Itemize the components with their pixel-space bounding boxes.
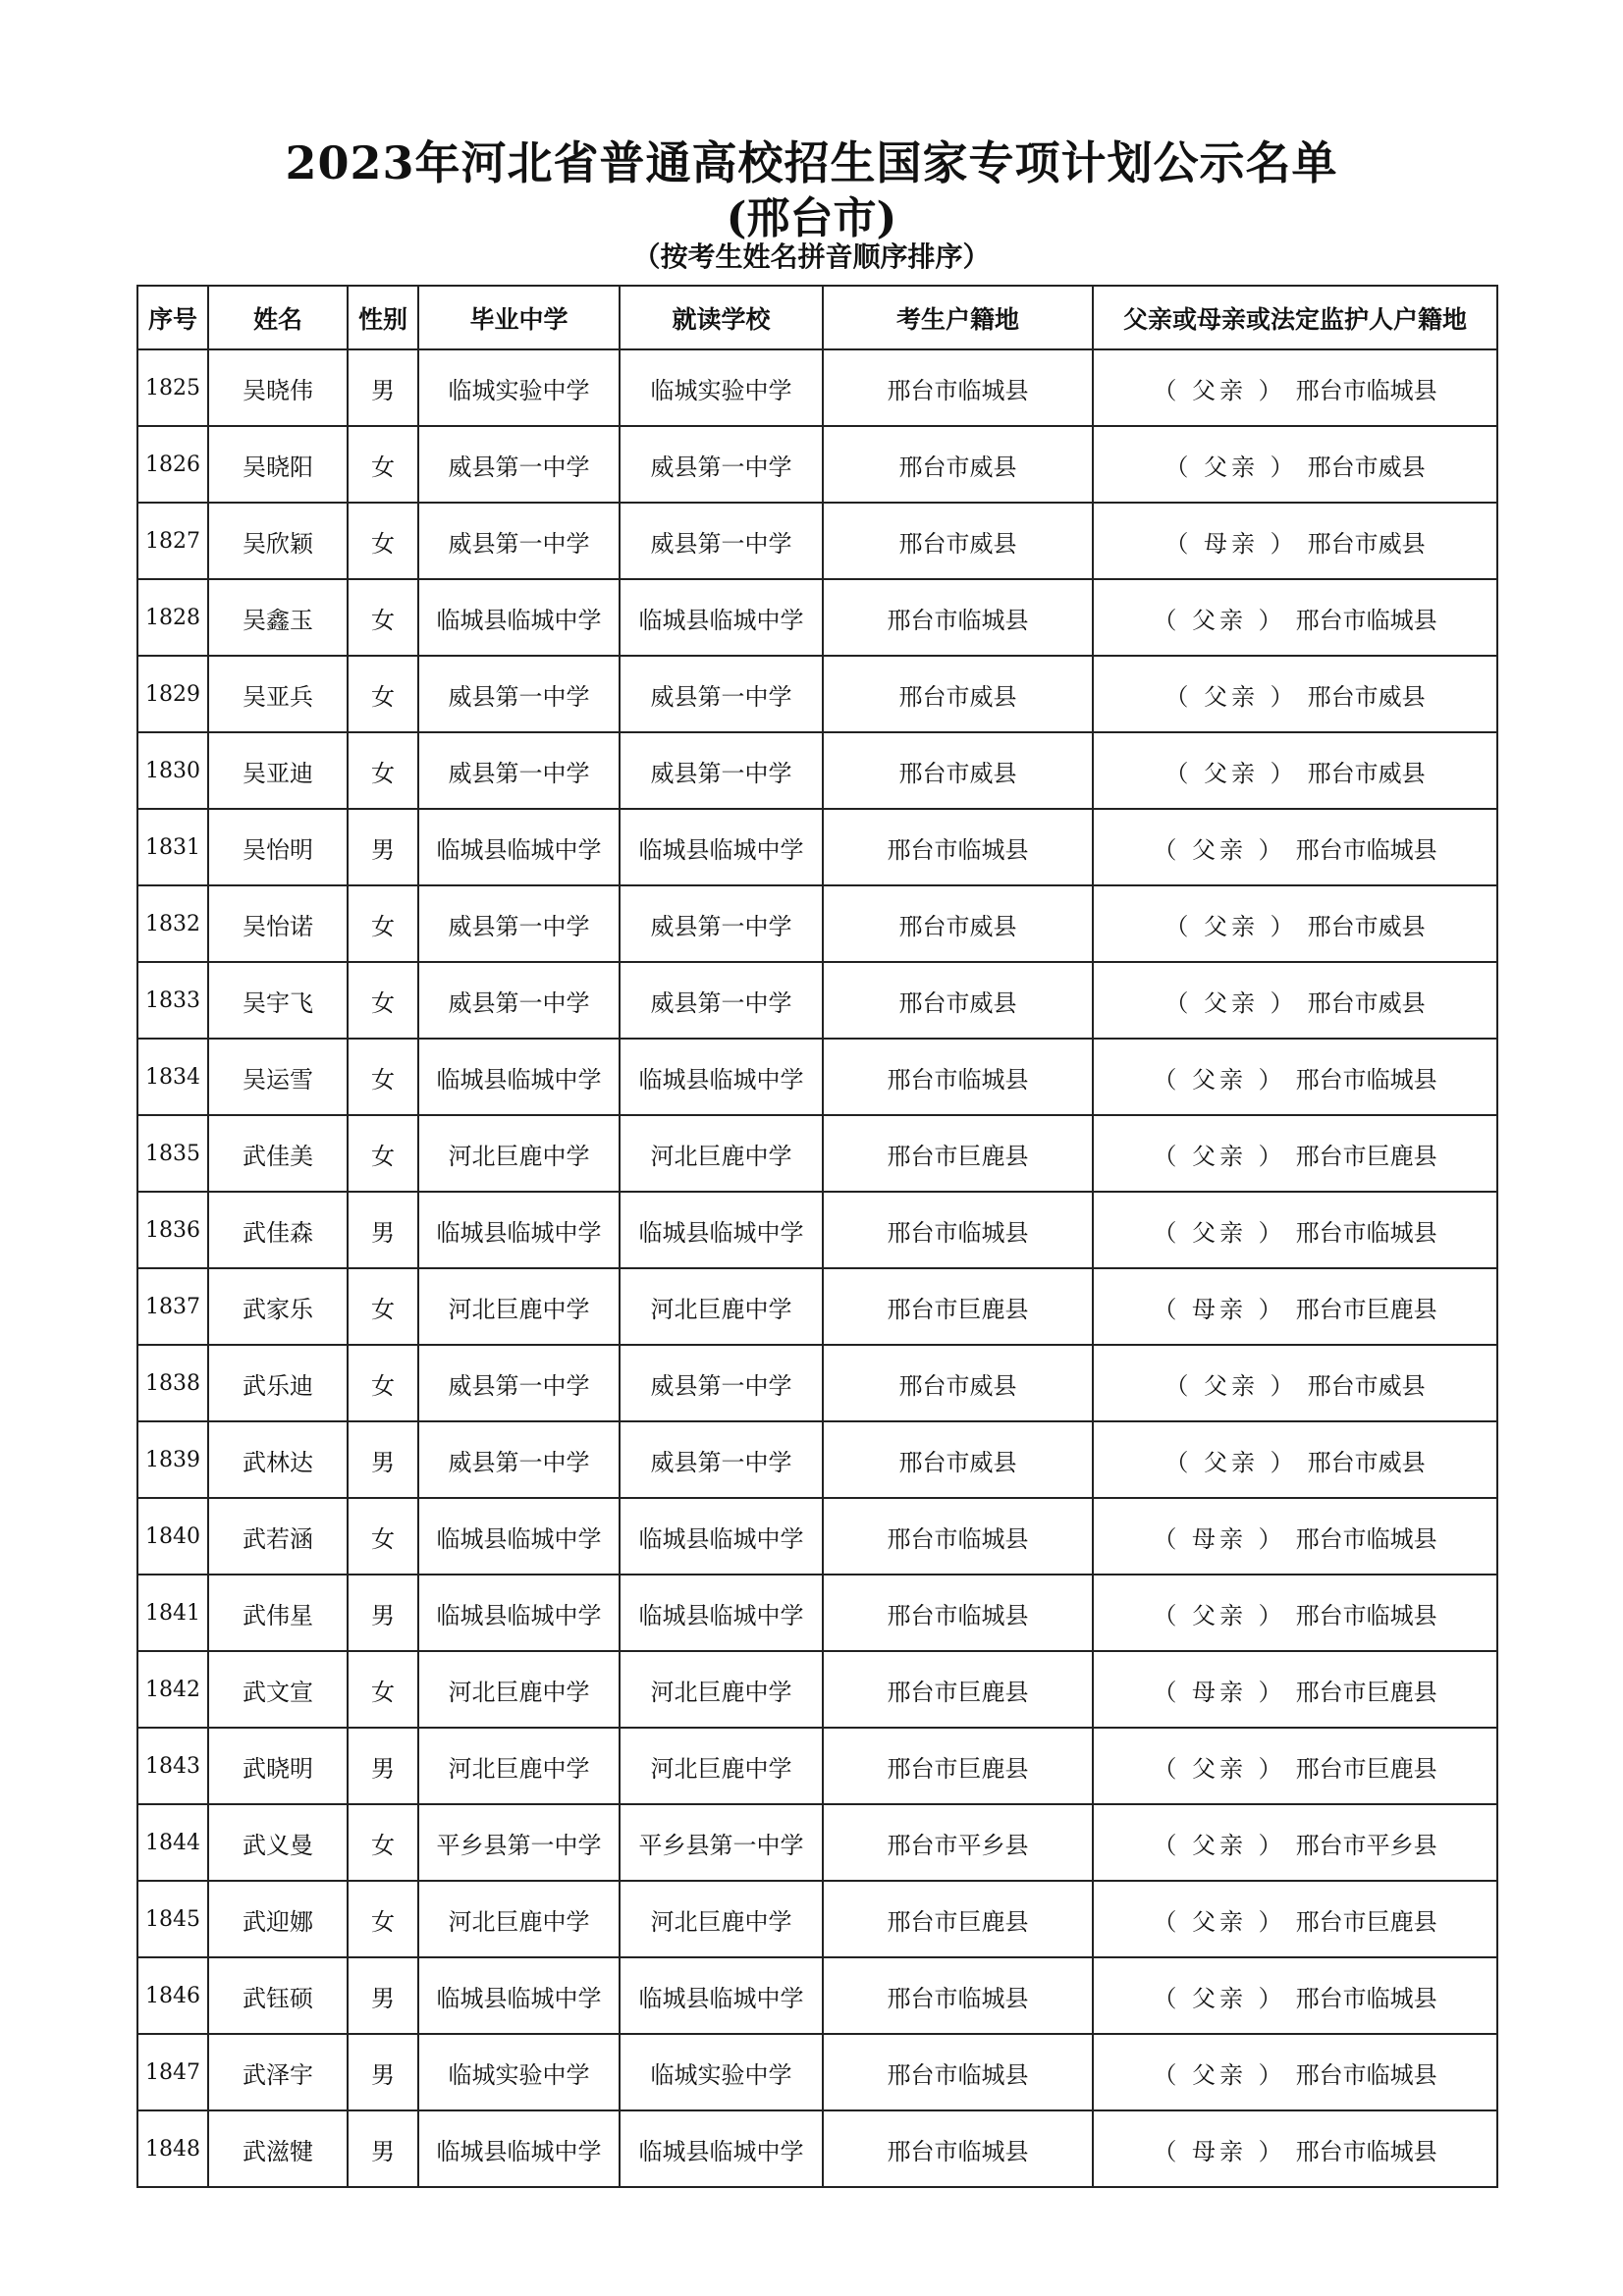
- cell-seq: 1835: [137, 1115, 208, 1192]
- header-gender: 性别: [348, 286, 418, 349]
- cell-school: 临城县临城中学: [620, 579, 823, 656]
- cell-grad-school: 临城县临城中学: [418, 1039, 620, 1115]
- cell-grad-school: 威县第一中学: [418, 1421, 620, 1498]
- cell-seq: 1840: [137, 1498, 208, 1575]
- cell-grad-school: 河北巨鹿中学: [418, 1268, 620, 1345]
- cell-seq: 1841: [137, 1575, 208, 1651]
- guardian-relation: （ 父亲 ）: [1153, 376, 1286, 404]
- cell-guardian-hukou: [1093, 1192, 1497, 1268]
- cell-grad-school: 威县第一中学: [418, 732, 620, 809]
- cell-school: 威县第一中学: [620, 885, 823, 962]
- document-subtitle: (邢台市): [726, 193, 897, 243]
- cell-name: 武迎娜: [208, 1881, 348, 1957]
- cell-gender: 男: [348, 1575, 418, 1651]
- cell-seq: 1827: [137, 503, 208, 579]
- cell-seq: 1832: [137, 885, 208, 962]
- cell-grad-school: 临城县临城中学: [418, 1192, 620, 1268]
- cell-guardian-hukou: [1093, 426, 1497, 503]
- cell-hukou: 邢台市威县: [823, 1421, 1093, 1498]
- cell-seq: 1848: [137, 2110, 208, 2187]
- table-row: [137, 2034, 1497, 2110]
- cell-seq: 1845: [137, 1881, 208, 1957]
- cell-name: 武家乐: [208, 1268, 348, 1345]
- header-grad-school: 毕业中学: [418, 286, 620, 349]
- guardian-relation: （ 父亲 ）: [1153, 606, 1286, 634]
- cell-seq: 1826: [137, 426, 208, 503]
- cell-guardian-hukou: [1093, 579, 1497, 656]
- cell-hukou: 邢台市巨鹿县: [823, 1651, 1093, 1728]
- cell-grad-school: 临城实验中学: [418, 2034, 620, 2110]
- cell-grad-school: 临城县临城中学: [418, 2110, 620, 2187]
- cell-guardian-hukou: [1093, 1268, 1497, 1345]
- cell-hukou: 邢台市威县: [823, 1345, 1093, 1421]
- cell-seq: 1825: [137, 349, 208, 426]
- guardian-location: 邢台市威县: [1307, 912, 1426, 940]
- table-row: [137, 426, 1497, 503]
- cell-grad-school: 威县第一中学: [418, 656, 620, 732]
- cell-school: 河北巨鹿中学: [620, 1881, 823, 1957]
- table-row: [137, 1728, 1497, 1804]
- cell-name: 武伟星: [208, 1575, 348, 1651]
- guardian-location: 邢台市巨鹿县: [1295, 1678, 1437, 1706]
- cell-name: 武泽宇: [208, 2034, 348, 2110]
- guardian-relation: （ 父亲 ）: [1164, 912, 1298, 940]
- cell-grad-school: 临城县临城中学: [418, 1575, 620, 1651]
- cell-guardian-hukou: [1093, 1421, 1497, 1498]
- guardian-relation: （ 父亲 ）: [1164, 988, 1298, 1017]
- cell-hukou: 邢台市威县: [823, 885, 1093, 962]
- cell-name: 武佳森: [208, 1192, 348, 1268]
- guardian-relation: （ 父亲 ）: [1153, 1831, 1286, 1859]
- cell-school: 威县第一中学: [620, 656, 823, 732]
- guardian-location: 邢台市临城县: [1295, 835, 1437, 864]
- cell-grad-school: 河北巨鹿中学: [418, 1881, 620, 1957]
- cell-gender: 男: [348, 2034, 418, 2110]
- guardian-relation: （ 父亲 ）: [1153, 1601, 1286, 1629]
- guardian-relation: （ 父亲 ）: [1164, 759, 1298, 787]
- guardian-location: 邢台市威县: [1307, 1371, 1426, 1400]
- header-name: 姓名: [208, 286, 348, 349]
- cell-school: 威县第一中学: [620, 1421, 823, 1498]
- guardian-relation: （ 父亲 ）: [1164, 682, 1298, 711]
- guardian-relation: （ 父亲 ）: [1153, 1754, 1286, 1783]
- cell-gender: 男: [348, 1957, 418, 2034]
- cell-seq: 1829: [137, 656, 208, 732]
- table-row: [137, 1498, 1497, 1575]
- guardian-location: 邢台市临城县: [1295, 606, 1437, 634]
- cell-hukou: 邢台市临城县: [823, 809, 1093, 885]
- cell-grad-school: 临城县临城中学: [418, 809, 620, 885]
- cell-school: 威县第一中学: [620, 426, 823, 503]
- table-row: [137, 885, 1497, 962]
- cell-hukou: 邢台市临城县: [823, 1957, 1093, 2034]
- cell-gender: 男: [348, 349, 418, 426]
- cell-grad-school: 临城实验中学: [418, 349, 620, 426]
- guardian-relation: （ 父亲 ）: [1153, 1984, 1286, 2012]
- cell-guardian-hukou: [1093, 1651, 1497, 1728]
- guardian-relation: （ 父亲 ）: [1153, 1907, 1286, 1936]
- table-row: [137, 1421, 1497, 1498]
- guardian-location: 邢台市巨鹿县: [1295, 1295, 1437, 1323]
- table-row: [137, 1957, 1497, 2034]
- cell-gender: 女: [348, 1651, 418, 1728]
- guardian-location: 邢台市临城县: [1295, 1218, 1437, 1247]
- cell-name: 武滋犍: [208, 2110, 348, 2187]
- guardian-location: 邢台市临城县: [1295, 1524, 1437, 1553]
- table-row: [137, 1192, 1497, 1268]
- table-row: [137, 809, 1497, 885]
- guardian-location: 邢台市临城县: [1295, 1065, 1437, 1094]
- guardian-location: 邢台市威县: [1307, 453, 1426, 481]
- table-row: [137, 962, 1497, 1039]
- cell-seq: 1842: [137, 1651, 208, 1728]
- cell-guardian-hukou: [1093, 809, 1497, 885]
- guardian-relation: （ 父亲 ）: [1153, 1218, 1286, 1247]
- cell-gender: 女: [348, 885, 418, 962]
- guardian-relation: （ 父亲 ）: [1153, 1065, 1286, 1094]
- guardian-relation: （ 母亲 ）: [1153, 1524, 1286, 1553]
- cell-gender: 女: [348, 732, 418, 809]
- cell-guardian-hukou: [1093, 503, 1497, 579]
- table-row: [137, 732, 1497, 809]
- cell-guardian-hukou: [1093, 732, 1497, 809]
- cell-hukou: 邢台市巨鹿县: [823, 1268, 1093, 1345]
- cell-seq: 1833: [137, 962, 208, 1039]
- cell-seq: 1838: [137, 1345, 208, 1421]
- guardian-location: 邢台市临城县: [1295, 2137, 1437, 2165]
- cell-gender: 女: [348, 656, 418, 732]
- guardian-location: 邢台市临城县: [1295, 2060, 1437, 2089]
- cell-name: 吴晓伟: [208, 349, 348, 426]
- guardian-location: 邢台市巨鹿县: [1295, 1142, 1437, 1170]
- guardian-relation: （ 父亲 ）: [1153, 2060, 1286, 2089]
- cell-school: 临城县临城中学: [620, 1192, 823, 1268]
- cell-guardian-hukou: [1093, 1115, 1497, 1192]
- cell-grad-school: 平乡县第一中学: [418, 1804, 620, 1881]
- cell-guardian-hukou: [1093, 1575, 1497, 1651]
- cell-guardian-hukou: [1093, 1345, 1497, 1421]
- cell-name: 吴亚迪: [208, 732, 348, 809]
- cell-school: 临城实验中学: [620, 349, 823, 426]
- cell-hukou: 邢台市威县: [823, 732, 1093, 809]
- cell-school: 河北巨鹿中学: [620, 1728, 823, 1804]
- cell-gender: 男: [348, 809, 418, 885]
- guardian-location: 邢台市临城县: [1295, 376, 1437, 404]
- table-row: [137, 579, 1497, 656]
- cell-school: 河北巨鹿中学: [620, 1115, 823, 1192]
- cell-gender: 女: [348, 503, 418, 579]
- cell-guardian-hukou: [1093, 1881, 1497, 1957]
- table-header: [137, 286, 1497, 349]
- cell-hukou: 邢台市威县: [823, 426, 1093, 503]
- cell-gender: 女: [348, 1039, 418, 1115]
- cell-guardian-hukou: [1093, 1498, 1497, 1575]
- cell-hukou: 邢台市威县: [823, 656, 1093, 732]
- cell-guardian-hukou: [1093, 962, 1497, 1039]
- cell-hukou: 邢台市临城县: [823, 1498, 1093, 1575]
- table-row: [137, 1575, 1497, 1651]
- table-row: [137, 1115, 1497, 1192]
- cell-gender: 女: [348, 1881, 418, 1957]
- cell-gender: 女: [348, 1498, 418, 1575]
- cell-seq: 1847: [137, 2034, 208, 2110]
- guardian-relation: （ 父亲 ）: [1153, 1142, 1286, 1170]
- cell-gender: 女: [348, 962, 418, 1039]
- cell-school: 临城县临城中学: [620, 1957, 823, 2034]
- cell-gender: 男: [348, 1421, 418, 1498]
- roster-table: [136, 285, 1498, 2188]
- cell-gender: 女: [348, 1345, 418, 1421]
- table-row: [137, 1039, 1497, 1115]
- cell-name: 吴亚兵: [208, 656, 348, 732]
- cell-school: 威县第一中学: [620, 503, 823, 579]
- cell-hukou: 邢台市平乡县: [823, 1804, 1093, 1881]
- cell-school: 平乡县第一中学: [620, 1804, 823, 1881]
- document-title: 2023年河北省普通高校招生国家专项计划公示名单: [285, 136, 1338, 189]
- guardian-location: 邢台市临城县: [1295, 1984, 1437, 2012]
- table-row: [137, 1268, 1497, 1345]
- cell-grad-school: 威县第一中学: [418, 1345, 620, 1421]
- table-row: [137, 1804, 1497, 1881]
- header-hukou: 考生户籍地: [823, 286, 1093, 349]
- guardian-relation: （ 母亲 ）: [1153, 1295, 1286, 1323]
- cell-seq: 1831: [137, 809, 208, 885]
- cell-grad-school: 临城县临城中学: [418, 1498, 620, 1575]
- cell-gender: 女: [348, 579, 418, 656]
- guardian-relation: （ 父亲 ）: [1153, 835, 1286, 864]
- guardian-location: 邢台市巨鹿县: [1295, 1907, 1437, 1936]
- cell-seq: 1839: [137, 1421, 208, 1498]
- header-seq: 序号: [137, 286, 208, 349]
- cell-name: 吴鑫玉: [208, 579, 348, 656]
- cell-guardian-hukou: [1093, 2034, 1497, 2110]
- cell-gender: 女: [348, 1804, 418, 1881]
- cell-name: 武若涵: [208, 1498, 348, 1575]
- table-row: [137, 2110, 1497, 2187]
- cell-guardian-hukou: [1093, 1804, 1497, 1881]
- cell-hukou: 邢台市巨鹿县: [823, 1881, 1093, 1957]
- cell-guardian-hukou: [1093, 656, 1497, 732]
- cell-grad-school: 临城县临城中学: [418, 1957, 620, 2034]
- cell-name: 吴运雪: [208, 1039, 348, 1115]
- guardian-location: 邢台市威县: [1307, 1448, 1426, 1476]
- cell-grad-school: 威县第一中学: [418, 426, 620, 503]
- cell-seq: 1843: [137, 1728, 208, 1804]
- guardian-location: 邢台市临城县: [1295, 1601, 1437, 1629]
- header-guardian-hukou: 父亲或母亲或法定监护人户籍地: [1093, 286, 1497, 349]
- cell-school: 威县第一中学: [620, 1345, 823, 1421]
- guardian-relation: （ 父亲 ）: [1164, 453, 1298, 481]
- guardian-location: 邢台市威县: [1307, 529, 1426, 558]
- guardian-location: 邢台市威县: [1307, 988, 1426, 1017]
- cell-school: 临城实验中学: [620, 2034, 823, 2110]
- cell-seq: 1846: [137, 1957, 208, 2034]
- cell-name: 武晓明: [208, 1728, 348, 1804]
- cell-gender: 女: [348, 1115, 418, 1192]
- cell-guardian-hukou: [1093, 1039, 1497, 1115]
- cell-hukou: 邢台市临城县: [823, 1575, 1093, 1651]
- table-row: [137, 1881, 1497, 1957]
- cell-grad-school: 威县第一中学: [418, 503, 620, 579]
- table-row: [137, 349, 1497, 426]
- guardian-relation: （ 父亲 ）: [1164, 1371, 1298, 1400]
- cell-name: 吴怡明: [208, 809, 348, 885]
- cell-name: 武义曼: [208, 1804, 348, 1881]
- cell-name: 吴欣颖: [208, 503, 348, 579]
- cell-guardian-hukou: [1093, 2110, 1497, 2187]
- cell-grad-school: 威县第一中学: [418, 885, 620, 962]
- table-body: [137, 349, 1497, 2187]
- cell-name: 武佳美: [208, 1115, 348, 1192]
- cell-school: 威县第一中学: [620, 732, 823, 809]
- cell-gender: 男: [348, 2110, 418, 2187]
- cell-hukou: 邢台市威县: [823, 962, 1093, 1039]
- cell-seq: 1844: [137, 1804, 208, 1881]
- cell-hukou: 邢台市巨鹿县: [823, 1115, 1093, 1192]
- cell-guardian-hukou: [1093, 885, 1497, 962]
- header-school: 就读学校: [620, 286, 823, 349]
- cell-grad-school: 威县第一中学: [418, 962, 620, 1039]
- cell-seq: 1834: [137, 1039, 208, 1115]
- cell-gender: 女: [348, 426, 418, 503]
- cell-name: 武乐迪: [208, 1345, 348, 1421]
- cell-hukou: 邢台市临城县: [823, 579, 1093, 656]
- cell-gender: 男: [348, 1192, 418, 1268]
- cell-guardian-hukou: [1093, 1728, 1497, 1804]
- cell-school: 临城县临城中学: [620, 2110, 823, 2187]
- cell-hukou: 邢台市威县: [823, 503, 1093, 579]
- table-row: [137, 1345, 1497, 1421]
- cell-grad-school: 河北巨鹿中学: [418, 1728, 620, 1804]
- cell-name: 武文宣: [208, 1651, 348, 1728]
- cell-school: 临城县临城中学: [620, 809, 823, 885]
- table-row: [137, 1651, 1497, 1728]
- cell-seq: 1836: [137, 1192, 208, 1268]
- cell-grad-school: 河北巨鹿中学: [418, 1115, 620, 1192]
- guardian-location: 邢台市威县: [1307, 682, 1426, 711]
- cell-hukou: 邢台市临城县: [823, 349, 1093, 426]
- cell-seq: 1830: [137, 732, 208, 809]
- header-row: [137, 286, 1497, 349]
- cell-hukou: 邢台市临城县: [823, 2034, 1093, 2110]
- cell-name: 吴怡诺: [208, 885, 348, 962]
- sort-note: （按考生姓名拼音顺序排序）: [632, 240, 991, 273]
- guardian-location: 邢台市平乡县: [1295, 1831, 1437, 1859]
- cell-school: 威县第一中学: [620, 962, 823, 1039]
- cell-seq: 1828: [137, 579, 208, 656]
- cell-school: 临城县临城中学: [620, 1498, 823, 1575]
- cell-name: 武林达: [208, 1421, 348, 1498]
- cell-name: 吴晓阳: [208, 426, 348, 503]
- guardian-relation: （ 母亲 ）: [1153, 2137, 1286, 2165]
- guardian-relation: （ 母亲 ）: [1153, 1678, 1286, 1706]
- cell-school: 临城县临城中学: [620, 1575, 823, 1651]
- cell-guardian-hukou: [1093, 1957, 1497, 2034]
- cell-hukou: 邢台市巨鹿县: [823, 1728, 1093, 1804]
- cell-hukou: 邢台市临城县: [823, 2110, 1093, 2187]
- cell-grad-school: 临城县临城中学: [418, 579, 620, 656]
- cell-gender: 男: [348, 1728, 418, 1804]
- guardian-relation: （ 父亲 ）: [1164, 1448, 1298, 1476]
- cell-gender: 女: [348, 1268, 418, 1345]
- guardian-location: 邢台市威县: [1307, 759, 1426, 787]
- cell-grad-school: 河北巨鹿中学: [418, 1651, 620, 1728]
- table-row: [137, 503, 1497, 579]
- cell-hukou: 邢台市临城县: [823, 1039, 1093, 1115]
- cell-guardian-hukou: [1093, 349, 1497, 426]
- guardian-relation: （ 母亲 ）: [1164, 529, 1298, 558]
- cell-school: 河北巨鹿中学: [620, 1268, 823, 1345]
- cell-hukou: 邢台市临城县: [823, 1192, 1093, 1268]
- cell-school: 河北巨鹿中学: [620, 1651, 823, 1728]
- cell-school: 临城县临城中学: [620, 1039, 823, 1115]
- cell-seq: 1837: [137, 1268, 208, 1345]
- guardian-location: 邢台市巨鹿县: [1295, 1754, 1437, 1783]
- cell-name: 吴宇飞: [208, 962, 348, 1039]
- table-row: [137, 656, 1497, 732]
- cell-name: 武钰硕: [208, 1957, 348, 2034]
